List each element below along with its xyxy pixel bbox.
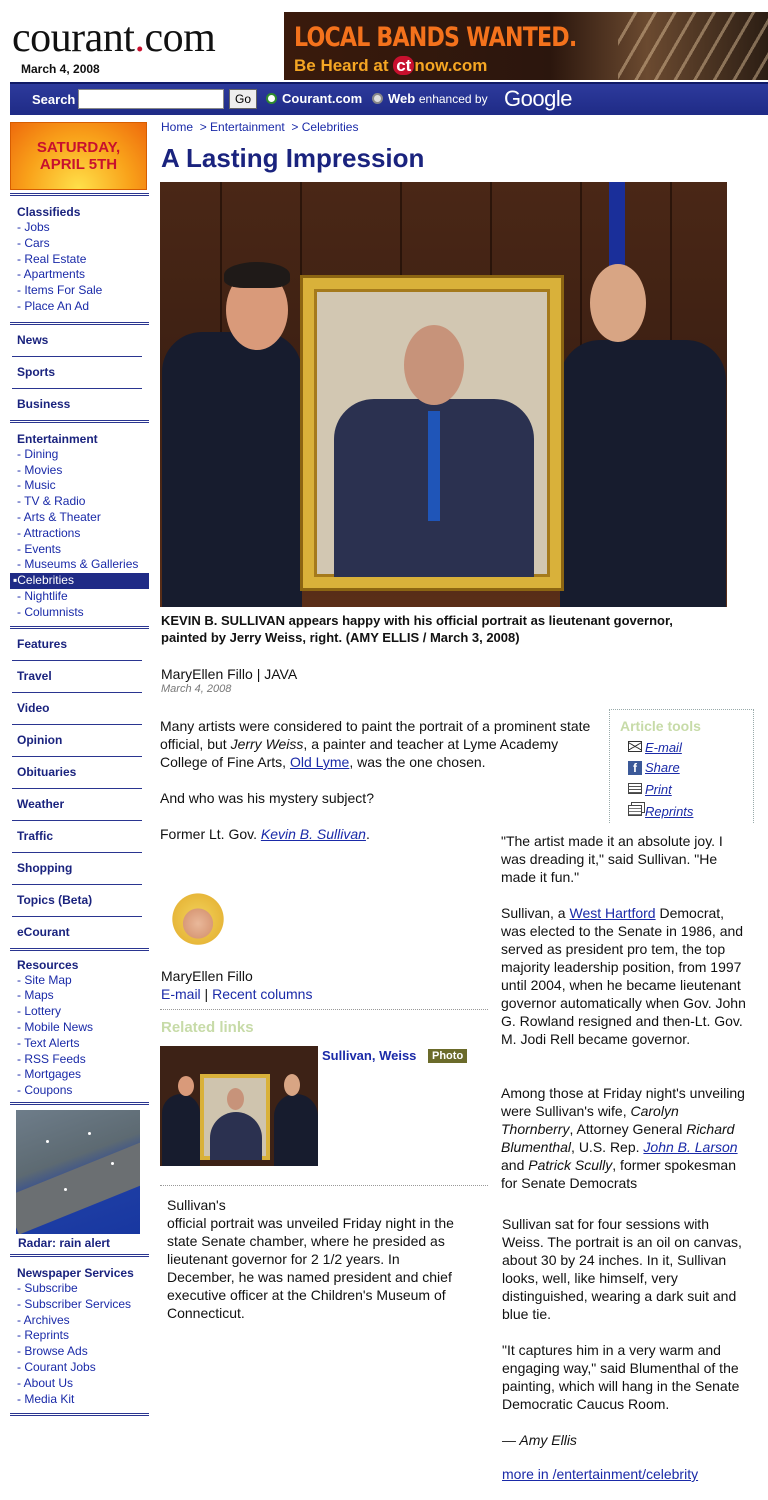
breadcrumb-entertainment[interactable]: > Entertainment bbox=[199, 120, 285, 134]
john-larson-link[interactable]: John B. Larson bbox=[643, 1139, 738, 1155]
related-photo-thumbnail[interactable] bbox=[160, 1046, 318, 1166]
sidebar-item-label: Celebrities bbox=[17, 573, 74, 588]
nav-video[interactable]: Video bbox=[17, 700, 50, 715]
sidebar-item-label: - Lottery bbox=[17, 1004, 62, 1019]
west-hartford-link[interactable]: West Hartford bbox=[569, 905, 656, 921]
sidebar-item-cars[interactable] bbox=[10, 236, 149, 252]
sidebar-item-subscriber-services[interactable] bbox=[10, 1297, 149, 1313]
article-paragraph-3 bbox=[160, 825, 480, 843]
person-left-suit bbox=[162, 332, 302, 607]
sidebar-item-label: - RSS Feeds bbox=[17, 1051, 86, 1066]
nav-news[interactable]: News bbox=[17, 332, 49, 347]
entertainment-list bbox=[10, 447, 149, 621]
sidebar-item-label: - TV & Radio bbox=[17, 494, 86, 509]
r2-text-a: Sullivan, a bbox=[501, 905, 570, 921]
p1-text-d: , was the one chosen. bbox=[349, 754, 486, 770]
photo-badge: Photo bbox=[428, 1049, 467, 1063]
r3-patrick-scully: Patrick Scully bbox=[528, 1157, 613, 1173]
search-scope-web-label: Web bbox=[388, 91, 416, 106]
person-left-hair bbox=[224, 262, 290, 288]
sidebar-section-wrap bbox=[10, 917, 149, 948]
sidebar-section-wrap bbox=[10, 661, 149, 692]
sidebar-item-tv-radio[interactable] bbox=[10, 494, 149, 510]
article-tools-box bbox=[609, 709, 754, 823]
p1-jerry-weiss: Jerry Weiss bbox=[230, 736, 304, 752]
search-label: Search bbox=[32, 92, 76, 107]
thumb-person-left-head bbox=[178, 1076, 194, 1096]
sidebar-item-label: - Maps bbox=[17, 988, 54, 1003]
r3-text-a: Among those at Friday night's unveiling were Sullivan's wife, bbox=[501, 1085, 745, 1119]
sidebar-item-maps[interactable] bbox=[10, 988, 149, 1004]
sidebar-item-label: - Nightlife bbox=[17, 588, 68, 603]
author-links bbox=[161, 986, 312, 1002]
radar-city-dot bbox=[46, 1140, 49, 1143]
article-photo[interactable] bbox=[160, 182, 727, 607]
sidebar-item-label: - Mobile News bbox=[17, 1019, 94, 1034]
p1-text-a: Many artists were considered to paint the portrait of a prominent state official, but bbox=[160, 718, 591, 752]
logo-main: courant bbox=[12, 15, 135, 61]
banner-headline: LOCAL BANDS WANTED. bbox=[294, 22, 577, 53]
article-byline: MaryEllen Fillo | JAVA bbox=[161, 666, 298, 682]
sidebar-item-label: - Site Map bbox=[17, 972, 72, 987]
related-sullivan-weiss-link[interactable]: Sullivan, Weiss bbox=[322, 1048, 417, 1063]
related-links-title: Related links bbox=[161, 1019, 254, 1036]
share-tool-link[interactable] bbox=[628, 760, 680, 775]
article-paragraph-bio bbox=[501, 904, 751, 1048]
sidebar-item-label: - Coupons bbox=[17, 1083, 73, 1098]
email-icon bbox=[628, 741, 642, 752]
logo-tld: com bbox=[144, 15, 216, 61]
photo-caption: KEVIN B. SULLIVAN appears happy with his official portrait as lieutenant governor, painted by Jerry Weiss, right. (AMY ELLIS / March 3, 2008) bbox=[161, 613, 673, 645]
sidebar-section-wrap bbox=[10, 725, 149, 756]
article-quote-paragraph: "The artist made it an absolute joy. I was dreading it," said Sullivan. "He made it fun." bbox=[501, 833, 723, 885]
left-sidebar bbox=[10, 122, 149, 1416]
sidebar-item-label: - Text Alerts bbox=[17, 1035, 80, 1050]
r3-carolyn-thornberry: Carolyn Thornberry bbox=[501, 1103, 679, 1137]
reprints-icon bbox=[628, 805, 642, 816]
sidebar-item-attractions[interactable] bbox=[10, 526, 149, 542]
author-email-link[interactable]: E-mail bbox=[161, 986, 201, 1002]
breadcrumb-home[interactable]: Home bbox=[161, 120, 194, 134]
nav-shopping[interactable]: Shopping bbox=[17, 860, 73, 875]
thumb-portrait-head bbox=[227, 1088, 244, 1110]
author-recent-columns-link[interactable]: Recent columns bbox=[212, 986, 313, 1002]
sidebar-item-label: - Courant Jobs bbox=[17, 1359, 96, 1374]
sections-top-list bbox=[10, 325, 149, 420]
email-tool-link[interactable] bbox=[628, 740, 682, 755]
nav-topics-beta[interactable]: Topics (Beta) bbox=[17, 892, 93, 907]
search-scope-courant[interactable] bbox=[266, 91, 362, 106]
sidebar-item-coupons[interactable] bbox=[10, 1083, 149, 1099]
search-bar bbox=[10, 82, 768, 115]
sidebar-item-lottery[interactable] bbox=[10, 1004, 149, 1020]
sidebar-item-rss-feeds[interactable] bbox=[10, 1052, 149, 1068]
sidebar-item-label: - Dining bbox=[17, 446, 59, 461]
sidebar-item-label: - Subscriber Services bbox=[17, 1296, 132, 1311]
local-bands-banner-ad[interactable] bbox=[284, 12, 768, 80]
author-links-separator: | bbox=[200, 986, 213, 1002]
nav-resources[interactable]: Resources bbox=[17, 957, 79, 972]
print-tool-link[interactable] bbox=[628, 782, 672, 797]
sidebar-item-label: - Place An Ad bbox=[17, 298, 90, 313]
sidebar-item-music[interactable] bbox=[10, 478, 149, 494]
sidebar-item-label: - Jobs bbox=[17, 220, 50, 234]
radar-city-dot bbox=[111, 1162, 114, 1165]
painting-figure-head bbox=[404, 325, 464, 405]
sidebar-item-site-map[interactable] bbox=[10, 973, 149, 989]
reprints-tool-label: Reprints bbox=[645, 804, 694, 819]
breadcrumb-celebrities[interactable]: > Celebrities bbox=[291, 120, 359, 134]
sidebar-item-events[interactable] bbox=[10, 542, 149, 558]
nav-opinion[interactable]: Opinion bbox=[17, 732, 63, 747]
more-celebrity-link[interactable]: more in /entertainment/celebrity bbox=[502, 1466, 699, 1482]
sidebar-item-label: - Arts & Theater bbox=[17, 509, 101, 524]
sidebar-item-archives[interactable] bbox=[10, 1313, 149, 1329]
r3-text-c: , Attorney General bbox=[569, 1121, 687, 1137]
article-paragraph-2: And who was his mystery subject? bbox=[160, 790, 374, 806]
radar-map[interactable] bbox=[16, 1110, 140, 1234]
article-title: A Lasting Impression bbox=[161, 143, 425, 173]
article-paragraph-blumenthal: "It captures him in a very warm and engaging way," said Blumenthal of the painting, which will hang in the Senate Democratic Caucus Room. bbox=[502, 1342, 740, 1412]
flag bbox=[609, 182, 625, 270]
nav-ecourant[interactable]: eCourant bbox=[17, 924, 70, 939]
thumb-person-left bbox=[162, 1094, 200, 1166]
sidebar-item-apartments[interactable] bbox=[10, 267, 149, 283]
enhanced-by-label: enhanced by bbox=[418, 92, 488, 106]
sidebar-section-wrap bbox=[10, 629, 149, 660]
kevin-sullivan-link[interactable]: Kevin B. Sullivan bbox=[260, 826, 366, 842]
sidebar-item-media-kit[interactable] bbox=[10, 1392, 149, 1408]
sidebar-item-browse-ads[interactable] bbox=[10, 1344, 149, 1360]
courant-logo[interactable] bbox=[12, 14, 215, 62]
p1-text-c: , a painter and teacher at Lyme Academy College of Fine Arts, bbox=[160, 736, 559, 770]
logo-dot: . bbox=[134, 15, 145, 61]
nav-divider bbox=[10, 1413, 149, 1416]
radio-selected-icon[interactable] bbox=[266, 93, 277, 104]
sidebar-item-label: - Items For Sale bbox=[17, 283, 103, 298]
banner-decoration bbox=[618, 12, 768, 80]
painting-blue-tie bbox=[428, 411, 440, 521]
sidebar-item-mobile-news[interactable] bbox=[10, 1020, 149, 1036]
sidebar-item-jobs[interactable] bbox=[10, 220, 149, 236]
nav-classifieds[interactable]: Classifieds bbox=[17, 205, 81, 219]
nav-weather[interactable]: Weather bbox=[17, 796, 65, 811]
r3-richard-blumenthal: Richard Blumenthal bbox=[501, 1121, 735, 1155]
nav-obituaries[interactable]: Obituaries bbox=[17, 764, 77, 779]
sidebar-item-columnists[interactable] bbox=[10, 605, 149, 621]
article-tools-title: Article tools bbox=[620, 718, 701, 734]
old-lyme-link[interactable]: Old Lyme bbox=[289, 754, 350, 770]
article-left-col-body: official portrait was unveiled Friday night in the state Senate chamber, where he presided as lieutenant governor for 2 1/2 years. In December, he was named president and chief executive officer at the Children's Museum of Connecticut. bbox=[167, 1215, 454, 1321]
newspaper-services-list bbox=[10, 1281, 149, 1407]
sidebar-section-wrap bbox=[10, 853, 149, 884]
thumb-portrait bbox=[200, 1074, 270, 1160]
nav-sports[interactable]: Sports bbox=[17, 364, 56, 379]
google-logo: Google bbox=[504, 86, 572, 111]
banner-subline-post: now.com bbox=[414, 56, 488, 75]
thumb-portrait-figure bbox=[210, 1112, 262, 1160]
email-tool-label: E-mail bbox=[645, 740, 682, 755]
nav-travel[interactable]: Travel bbox=[17, 668, 52, 683]
sidebar-item-label: - Apartments bbox=[17, 267, 86, 282]
banner-subline-pre: Be Heard at bbox=[294, 56, 394, 75]
facebook-icon: f bbox=[628, 761, 642, 775]
sidebar-section-wrap bbox=[10, 885, 149, 916]
p3-text-a: Former Lt. Gov. bbox=[160, 826, 261, 842]
sidebar-item-label: - Mortgages bbox=[17, 1067, 82, 1082]
sidebar-item-label: - Events bbox=[17, 541, 62, 556]
sidebar-item-label: - Attractions bbox=[17, 525, 81, 540]
classifieds-list bbox=[10, 220, 149, 315]
sidebar-item-label: - Real Estate bbox=[17, 251, 87, 266]
reprints-tool-link[interactable] bbox=[628, 804, 693, 819]
r3-text-h: , former spokesman for Senate Democrats bbox=[501, 1157, 736, 1191]
sidebar-item-label: - Archives bbox=[17, 1312, 70, 1327]
nav-traffic[interactable]: Traffic bbox=[17, 828, 54, 843]
nav-newspaper-services[interactable]: Newspaper Services bbox=[17, 1265, 134, 1280]
sidebar-item-place-an-ad[interactable] bbox=[10, 299, 149, 315]
related-divider bbox=[160, 1185, 488, 1186]
article-paragraph-1 bbox=[160, 717, 600, 771]
share-tool-label: Share bbox=[645, 760, 680, 775]
sidebar-item-about-us[interactable] bbox=[10, 1376, 149, 1392]
sections-mid-list bbox=[10, 629, 149, 948]
r2-text-b: Democrat, was elected to the Senate in 1986, and served as president pro tem, the top majority leadership position, from 1997 until 2004, when he became lieutenant governor automatically when Gov. John G. Rowland resigned and then-Lt. Gov. M. Jodi Rell became governor. bbox=[501, 905, 746, 1047]
active-marker-icon: ▪ bbox=[13, 573, 18, 588]
sidebar-section-wrap bbox=[10, 357, 149, 388]
thumb-person-right-head bbox=[284, 1074, 300, 1096]
sidebar-item-movies[interactable] bbox=[10, 463, 149, 479]
sidebar-item-label: - Subscribe bbox=[17, 1280, 78, 1295]
sidebar-item-arts-theater[interactable] bbox=[10, 510, 149, 526]
promo-line-1: SATURDAY, bbox=[36, 139, 121, 156]
header-date: March 4, 2008 bbox=[21, 62, 100, 76]
sidebar-item-museums-galleries[interactable] bbox=[10, 557, 149, 573]
search-scope-courant-label: Courant.com bbox=[282, 91, 363, 106]
sidebar-section-wrap bbox=[10, 821, 149, 852]
search-input[interactable] bbox=[78, 89, 224, 109]
sidebar-item-label: - Cars bbox=[17, 235, 50, 250]
sidebar-item-mortgages[interactable] bbox=[10, 1067, 149, 1083]
promo-line-2: APRIL 5TH bbox=[39, 156, 118, 173]
sidebar-section-wrap bbox=[10, 757, 149, 788]
sidebar-item-label: - Museums & Galleries bbox=[17, 557, 139, 572]
banner-subline bbox=[294, 56, 487, 76]
print-icon bbox=[628, 783, 642, 794]
nav-entertainment[interactable]: Entertainment bbox=[17, 431, 98, 446]
sidebar-section-wrap bbox=[10, 389, 149, 420]
search-scope-web[interactable] bbox=[372, 91, 488, 106]
author-avatar bbox=[167, 888, 229, 962]
radar-city-dot bbox=[64, 1188, 67, 1191]
author-name: MaryEllen Fillo bbox=[161, 968, 253, 984]
sidebar-item-label: - Reprints bbox=[17, 1328, 70, 1343]
breadcrumb bbox=[161, 120, 358, 134]
saturday-promo-ad[interactable] bbox=[10, 122, 147, 190]
p3-text-b: . bbox=[365, 826, 370, 842]
sidebar-item-celebrities[interactable] bbox=[10, 573, 149, 589]
r3-text-e: , U.S. Rep. bbox=[571, 1139, 644, 1155]
ct-logo: ct bbox=[393, 56, 414, 75]
author-divider bbox=[160, 1009, 488, 1010]
person-right-suit bbox=[560, 340, 726, 607]
sidebar-item-label: - Media Kit bbox=[17, 1391, 75, 1406]
sidebar-item-label: - About Us bbox=[17, 1375, 74, 1390]
sidebar-item-reprints[interactable] bbox=[10, 1328, 149, 1344]
sidebar-section-wrap bbox=[10, 325, 149, 356]
person-right-head bbox=[590, 264, 646, 342]
sidebar-section-wrap bbox=[10, 789, 149, 820]
radar-coastline bbox=[16, 1141, 140, 1234]
article-paragraph-sessions: Sullivan sat for four sessions with Weiss. The portrait is an oil on canvas, about 30 by 24 inches. In it, Sullivan looks, well, like himself, very distinguished, wearing a dark suit and blue tie. bbox=[502, 1216, 742, 1322]
sidebar-item-real-estate[interactable] bbox=[10, 252, 149, 268]
article-left-col-first: Sullivan's bbox=[167, 1197, 226, 1213]
sidebar-item-nightlife[interactable] bbox=[10, 589, 149, 605]
nav-business[interactable]: Business bbox=[17, 396, 71, 411]
go-button[interactable]: Go bbox=[229, 89, 257, 109]
print-tool-label: Print bbox=[645, 782, 672, 797]
r3-text-f: and bbox=[501, 1157, 529, 1173]
sidebar-item-courant-jobs[interactable] bbox=[10, 1360, 149, 1376]
sidebar-item-text-alerts[interactable] bbox=[10, 1036, 149, 1052]
sidebar-item-label: - Movies bbox=[17, 462, 63, 477]
radio-unselected-icon[interactable] bbox=[372, 93, 383, 104]
sidebar-item-subscribe[interactable] bbox=[10, 1281, 149, 1297]
sidebar-item-label: - Browse Ads bbox=[17, 1344, 88, 1359]
thumb-person-right bbox=[274, 1094, 318, 1166]
article-date: March 4, 2008 bbox=[161, 683, 232, 695]
site-header bbox=[0, 0, 768, 82]
sidebar-item-label: - Columnists bbox=[17, 604, 84, 619]
radar-city-dot bbox=[88, 1132, 91, 1135]
article-signoff: — Amy Ellis bbox=[502, 1432, 577, 1448]
sidebar-item-dining[interactable] bbox=[10, 447, 149, 463]
nav-features[interactable]: Features bbox=[17, 636, 68, 651]
sidebar-item-label: - Music bbox=[17, 478, 56, 493]
article-paragraph-attendees bbox=[501, 1084, 751, 1192]
sidebar-section-wrap bbox=[10, 693, 149, 724]
resources-list bbox=[10, 973, 149, 1099]
sidebar-item-items-for-sale[interactable] bbox=[10, 283, 149, 299]
portrait-painting bbox=[303, 278, 561, 588]
radar-rain-alert-link[interactable]: Radar: rain alert bbox=[18, 1235, 111, 1250]
